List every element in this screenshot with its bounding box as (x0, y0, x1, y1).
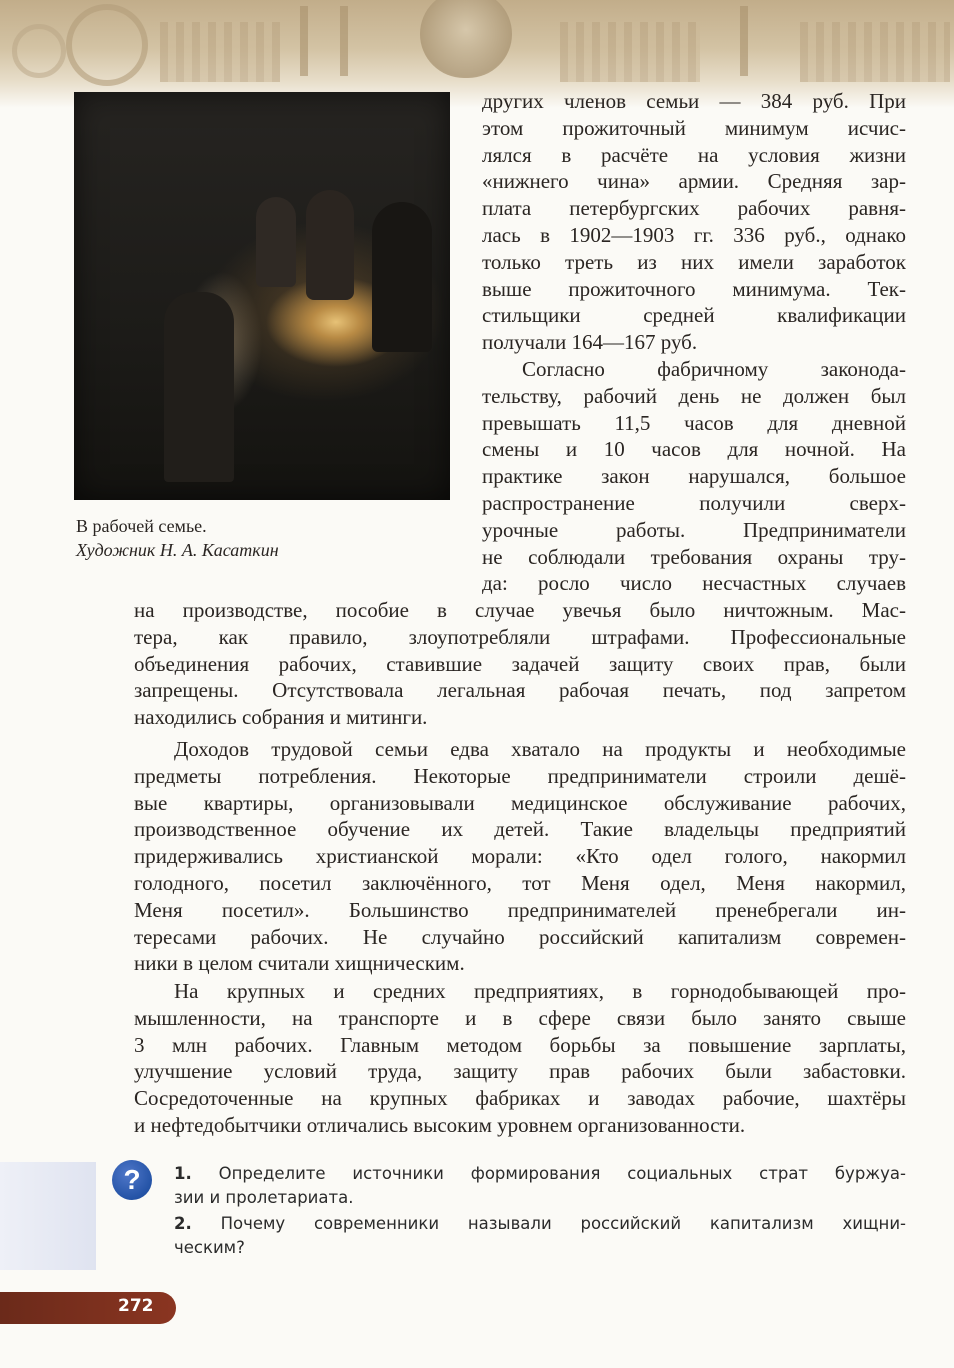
text-line: да: росло число несчастных случаев (482, 571, 906, 596)
question-mark-icon: ? (112, 1160, 152, 1200)
text-line: ники в целом считали хищническим. (134, 951, 465, 976)
painting-figure (306, 190, 354, 300)
text-line: тельству, рабочий день не должен был (482, 383, 906, 408)
question-1 (174, 1162, 906, 1210)
text-line: распространение получили сверх- (482, 490, 906, 515)
text-line: запрещены. Отсутствовала легальная рабочая печать, под запретом (134, 678, 906, 703)
question-2-text: Почему современники называли российский капитализм хищни- (220, 1214, 907, 1233)
text-line: находились собрания и митинги. (134, 705, 428, 730)
paragraph-wages (482, 88, 906, 356)
text-line: На крупных и средних предприятиях, в горнодобывающей про- (174, 979, 906, 1003)
text-line: 3 млн рабочих. Главным методом борьбы за повышение зарплаты, (134, 1032, 906, 1057)
text-line: урочные работы. Предприниматели (482, 517, 906, 542)
text-line: не соблюдали требования охраны тру- (482, 544, 906, 569)
question-2-text: ческим? (174, 1238, 245, 1257)
painting-working-family (74, 92, 450, 500)
building-illustration (160, 22, 280, 82)
text-line: Доходов трудовой семьи едва хватало на продукты и необходимые (174, 737, 906, 761)
text-line: плата петербургских рабочих равня- (482, 196, 906, 221)
portrait-medallion (420, 0, 512, 78)
chimney-illustration (340, 6, 348, 76)
text-line: смены и 10 часов для ночной. На (482, 437, 906, 462)
text-line: практике закон нарушался, большое (482, 464, 906, 489)
page-number: 272 (118, 1296, 154, 1316)
paragraph-working-day-cont (134, 597, 906, 731)
text-line: мышленности, на транспорте и в сфере связи было занято свыше (134, 1005, 906, 1030)
text-line: «нижнего чина» армии. Средняя зар- (482, 169, 906, 194)
building-illustration (800, 22, 950, 82)
text-line: производственное обучение их детей. Такие владельцы предприятий (134, 817, 906, 842)
text-line: тера, как правило, злоупотребляли штрафами. Профессиональные (134, 624, 906, 649)
text-line: получали 164—167 руб. (482, 330, 698, 355)
text-line: лась в 1902—1903 гг. 336 руб., однако (482, 222, 906, 247)
text-line: Сосредоточенные на крупных фабриках и заводах рабочие, шахтёры (134, 1086, 906, 1111)
text-line: вые квартиры, организовывали медицинское обслуживание рабочих, (134, 790, 906, 815)
questions-margin-bar (0, 1162, 96, 1270)
text-line: превышать 11,5 часов для дневной (482, 410, 906, 435)
text-line: голодного, посетил заключённого, тот Меня одел, Меня накормил, (134, 870, 906, 895)
text-line: предметы потребления. Некоторые предприниматели строили дешё- (134, 763, 906, 788)
paragraph-workers (134, 978, 906, 1139)
text-line: других членов семьи — 384 руб. При (482, 89, 906, 113)
caption-artist: Художник Н. А. Касаткин (76, 540, 279, 560)
text-line: на производстве, пособие в случае увечья было ничтожным. Мас- (134, 598, 906, 622)
text-line: Согласно фабричному законода- (522, 357, 906, 381)
text-line: лялся в расчёте на условия жизни (482, 142, 906, 167)
text-line: стильщики средней квалификации (482, 303, 906, 328)
wheel-ornament-icon (66, 4, 148, 86)
caption-title: В рабочей семье. (76, 516, 207, 536)
painting-figure (372, 202, 432, 352)
text-line: и нефтедобытчики отличались высоким уровнем организованности. (134, 1112, 746, 1137)
paragraph-working-day (482, 356, 906, 597)
gear-ornament-icon (12, 24, 66, 78)
text-line: объединения рабочих, ставившие задачей защиту своих прав, были (134, 651, 906, 676)
chimney-illustration (740, 6, 748, 76)
text-line: тересами рабочих. Не случайно российский капитализм современ- (134, 924, 906, 949)
question-1-text: зии и пролетариата. (174, 1188, 354, 1207)
paragraph-family-income (134, 736, 906, 977)
painting-figure (256, 197, 296, 287)
factory-illustration (560, 22, 700, 82)
text-line: выше прожиточного минимума. Тек- (482, 276, 906, 301)
question-1-text: Определите источники формирования социальных страт буржуа- (218, 1164, 906, 1183)
text-line: улучшение условий труда, защиту прав рабочих были забастовки. (134, 1059, 906, 1084)
chimney-illustration (300, 6, 308, 76)
text-line: этом прожиточный минимум исчис- (482, 115, 906, 140)
question-2 (174, 1212, 906, 1260)
text-line: только треть из них имели заработок (482, 249, 906, 274)
painting-caption (76, 514, 279, 562)
question-2-number: 2. (174, 1214, 192, 1233)
question-1-number: 1. (174, 1164, 192, 1183)
text-line: Меня посетил». Большинство предпринимателей пренебрегали ин- (134, 897, 906, 922)
text-line: придерживались христианской морали: «Кто одел голого, накормил (134, 844, 906, 869)
painting-figure (164, 292, 234, 482)
